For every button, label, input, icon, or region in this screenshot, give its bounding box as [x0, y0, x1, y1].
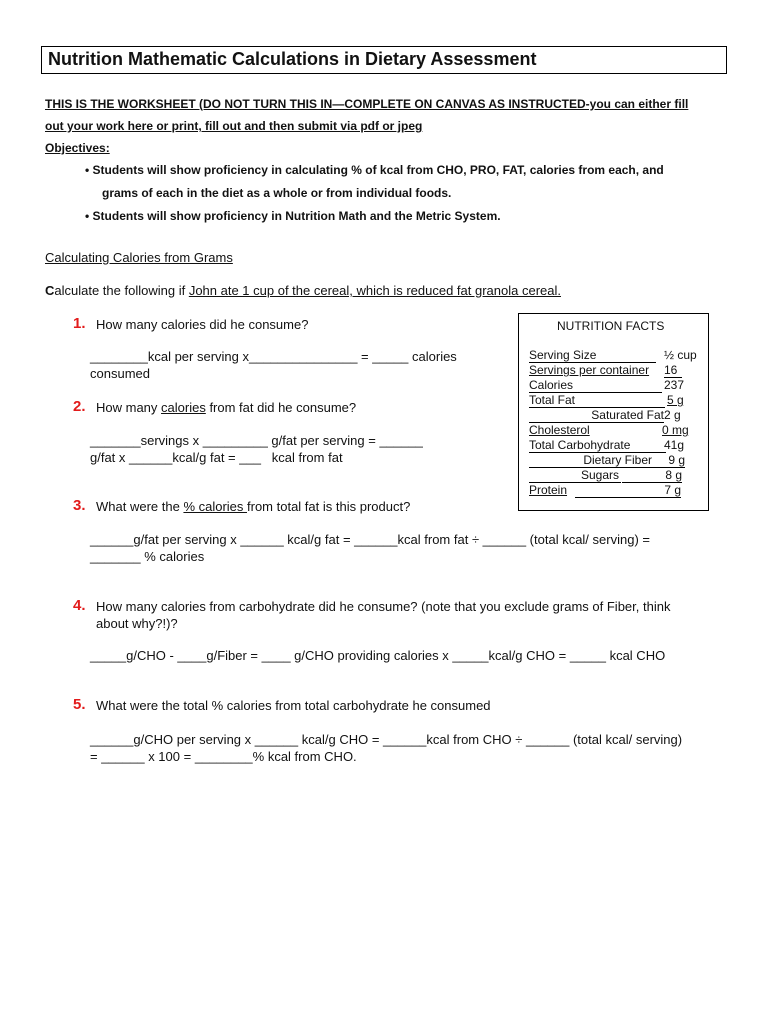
- page-title: Nutrition Mathematic Calculations in Dietary Assessment: [48, 49, 537, 69]
- nf-value-serving-size: ½ cup: [664, 348, 697, 362]
- question-1-number: 1.: [73, 315, 86, 332]
- nf-label-total-carbohydrate: Total Carbohydrate: [529, 438, 666, 453]
- nf-label-sugars: Sugars: [529, 468, 621, 483]
- question-1-work-line-2: consumed: [90, 366, 150, 381]
- question-5-number: 5.: [73, 696, 86, 713]
- question-2-work-line-2[interactable]: g/fat x ______kcal/g fat = ___ kcal from fat: [90, 450, 343, 465]
- nf-label-protein: Protein: [529, 483, 568, 497]
- question-1-work-line-1[interactable]: ________kcal per serving x_______________ = _____ calories: [90, 349, 457, 364]
- nf-value-cholesterol: 0 mg: [662, 423, 689, 437]
- question-2-work-line-1[interactable]: _______servings x _________ g/fat per serving = ______: [90, 433, 423, 448]
- question-4-prompt-line-1: How many calories from carbohydrate did he consume? (note that you exclude grams of Fiber, think: [96, 599, 671, 614]
- intro-text: [45, 283, 561, 298]
- question-2-prompt: How many calories from fat did he consume?: [96, 400, 357, 415]
- nf-value-protein: 7 g: [575, 483, 681, 498]
- question-3-work-line-2[interactable]: _______ % calories: [90, 549, 205, 564]
- nf-value-servings-per-container: 16: [664, 363, 682, 378]
- question-4-work-line-1[interactable]: _____g/CHO - ____g/Fiber = ____ g/CHO providing calories x _____kcal/g CHO = _____ kcal CHO: [90, 648, 666, 663]
- instructions-line-1: THIS IS THE WORKSHEET (DO NOT TURN THIS IN—COMPLETE ON CANVAS AS INSTRUCTED-you can either fill: [45, 97, 689, 111]
- nf-label-cholesterol: Cholesterol: [529, 423, 590, 437]
- nf-value-total-carbohydrate: 41g: [664, 438, 685, 452]
- objective-2: • Students will show proficiency in Nutrition Math and the Metric System.: [85, 209, 501, 223]
- intro-underlined: John ate 1 cup of the cereal, which is reduced fat granola cereal.: [188, 283, 561, 298]
- question-5-prompt: What were the total % calories from total carbohydrate he consumed: [96, 698, 491, 713]
- intro-cap: C: [45, 283, 55, 298]
- nf-value-dietary-fiber: 9 g: [660, 453, 685, 468]
- nutrition-facts-heading: NUTRITION FACTS: [557, 319, 665, 333]
- nf-value-calories: 237: [664, 378, 685, 392]
- question-3-prompt: What were the % calories from total fat is this product?: [96, 499, 411, 514]
- intro-body: alculate the following if: [54, 283, 189, 298]
- question-5-work-line-1[interactable]: ______g/CHO per serving x ______ kcal/g CHO = ______kcal from CHO ÷ ______ (total kcal/ serving): [90, 732, 683, 747]
- question-4-prompt-line-2: about why?!)?: [96, 616, 178, 631]
- nf-value-saturated-fat: 2 g: [664, 408, 681, 422]
- question-4-number: 4.: [73, 597, 86, 614]
- nf-value-total-fat: 5 g: [667, 393, 684, 407]
- nf-label-dietary-fiber: Dietary Fiber: [529, 453, 660, 468]
- question-3-work-line-1[interactable]: ______g/fat per serving x ______ kcal/g fat = ______kcal from fat ÷ ______ (total kcal/ serving) =: [90, 532, 650, 547]
- nf-label-calories: Calories: [529, 378, 662, 393]
- nf-label-serving-size: Serving Size: [529, 348, 656, 363]
- objectives-heading: Objectives:: [45, 141, 110, 155]
- title-box: [41, 46, 727, 74]
- question-5-work-line-2[interactable]: = ______ x 100 = ________% kcal from CHO.: [90, 749, 357, 764]
- nf-label-total-fat: Total Fat: [529, 393, 665, 408]
- objective-1-line-2: grams of each in the diet as a whole or from individual foods.: [102, 186, 452, 200]
- objective-1-line-1: • Students will show proficiency in calculating % of kcal from CHO, PRO, FAT, calories from each, and: [85, 163, 664, 177]
- question-3-number: 3.: [73, 497, 86, 514]
- section-heading: Calculating Calories from Grams: [45, 250, 233, 265]
- nf-label-saturated-fat: Saturated Fat: [529, 408, 664, 423]
- nf-value-sugars: 8 g: [622, 468, 682, 483]
- question-1-prompt: How many calories did he consume?: [96, 317, 309, 332]
- instructions-line-2: out your work here or print, fill out and then submit via pdf or jpeg: [45, 119, 423, 133]
- question-2-number: 2.: [73, 398, 86, 415]
- nf-label-servings-per-container: Servings per container: [529, 363, 650, 377]
- nutrition-facts-box: [518, 313, 709, 511]
